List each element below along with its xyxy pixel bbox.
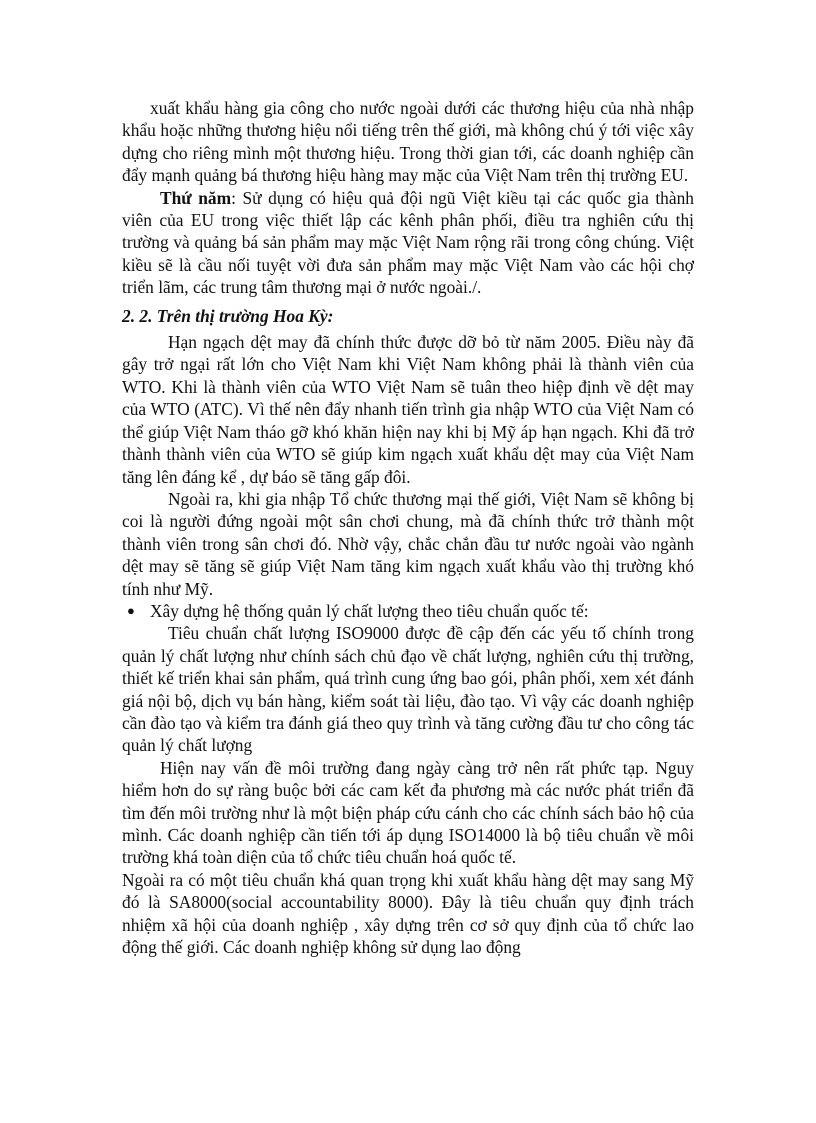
document-body [122,97,694,958]
paragraph-iso9000: Tiêu chuẩn chất lượng ISO9000 được đề cập đến các yếu tố chính trong quản lý chất lượng như chính sách chủ đạo về chất lượng, nghiên cứu thị trường, thiết kế triển khai sản phẩm, quá trình cung ứng bao gói, phân phối, xem xét đánh giá nội bộ, dịch vụ bán hàng, kiểm soát tài liệu, đào tạo. Vì vậy các doanh nghiệp cần đào tạo và kiểm tra đánh giá theo quy trình và tăng cường đầu tư cho công tác quản lý chất lượng [122,623,694,756]
fifth-point-body: : Sử dụng có hiệu quả đội ngũ Việt kiều tại các quốc gia thành viên của EU trong việc thiết lập các kênh phân phối, điều tra nghiên cứu thị trường và quảng bá sản phẩm may mặc Việt Nam rộng rãi trong công chúng. Việt kiều sẽ là cầu nối tuyệt vời đưa sản phẩm may mặc Việt Nam vào các hội chợ triển lãm, các trung tâm thương mại ở nước ngoài./. [122,187,694,298]
paragraph-environment: Hiện nay vấn đề môi trường đang ngày càng trở nên rất phức tạp. Nguy hiểm hơn do sự ràng buộc bởi các cam kết đa phương mà các nước phát triển đã tìm đến môi trường như là một biện pháp cứu cánh cho các chính sách bảo hộ của mình. Các doanh nghiệp cần tiến tới áp dụng ISO14000 là bộ tiêu chuẩn về môi trường khá toàn diện của tổ chức tiêu chuẩn hoá quốc tế. [122,757,694,868]
section-heading-us-market: 2. 2. Trên thị trường Hoa Kỳ: [122,305,334,326]
bullet-dot-icon: ● [127,602,135,618]
bullet-quality-system [122,600,694,622]
fifth-point-lead: Thứ năm [160,187,232,208]
paragraph-wto-membership: Ngoài ra, khi gia nhập Tổ chức thương mại thế giới, Việt Nam sẽ không bị coi là người đứng ngoài một sân chơi chung, mà đã chính thức trở thành một thành viên trong sân chơi đó. Nhờ vậy, chắc chắn đầu tư nước ngoài vào ngành dệt may sẽ tăng sẽ giúp Việt Nam tăng kim ngạch xuất khẩu vào thị trường khó tính như Mỹ. [122,488,694,599]
paragraph-sa8000: Ngoài ra có một tiêu chuẩn khá quan trọng khi xuất khẩu hàng dệt may sang Mỹ đó là SA8000(social accountability 8000). Đây là tiêu chuẩn quy định trách nhiệm xã hội của doanh nghiệp , xây dựng trên cơ sở quy định của tổ chức lao động thế giới. Các doanh nghiệp không sử dụng lao động [122,869,694,958]
bullet-quality-system-text: Xây dựng hệ thống quản lý chất lượng theo tiêu chuẩn quốc tế: [150,600,589,621]
paragraph-export-brand: xuất khẩu hàng gia công cho nước ngoài dưới các thương hiệu của nhà nhập khẩu hoặc những thương hiệu nổi tiếng trên thế giới, mà không chú ý tới việc xây dựng cho riêng mình một thương hiệu. Trong thời gian tới, các doanh nghiệp cần đẩy mạnh quảng bá thương hiệu hàng may mặc của Việt Nam trên thị trường EU. [122,98,694,186]
paragraph-fifth-point [122,187,694,299]
paragraph-quota: Hạn ngạch dệt may đã chính thức được dỡ bỏ từ năm 2005. Điều này đã gây trở ngại rất lớn cho Việt Nam khi Việt Nam không phải là thành viên của WTO. Khi là thành viên của WTO Việt Nam sẽ tuân theo hiệp định về dệt may của WTO (ATC). Vì thế nên đẩy nhanh tiến trình gia nhập WTO của Việt Nam có thể giúp Việt Nam tháo gỡ khó khăn hiện nay khi bị Mỹ áp hạn ngạch. Khi đã trở thành thành viên của WTO sẽ giúp kim ngạch xuất khẩu dệt may của Việt Nam tăng lên đáng kể , dự báo sẽ tăng gấp đôi. [122,332,694,487]
